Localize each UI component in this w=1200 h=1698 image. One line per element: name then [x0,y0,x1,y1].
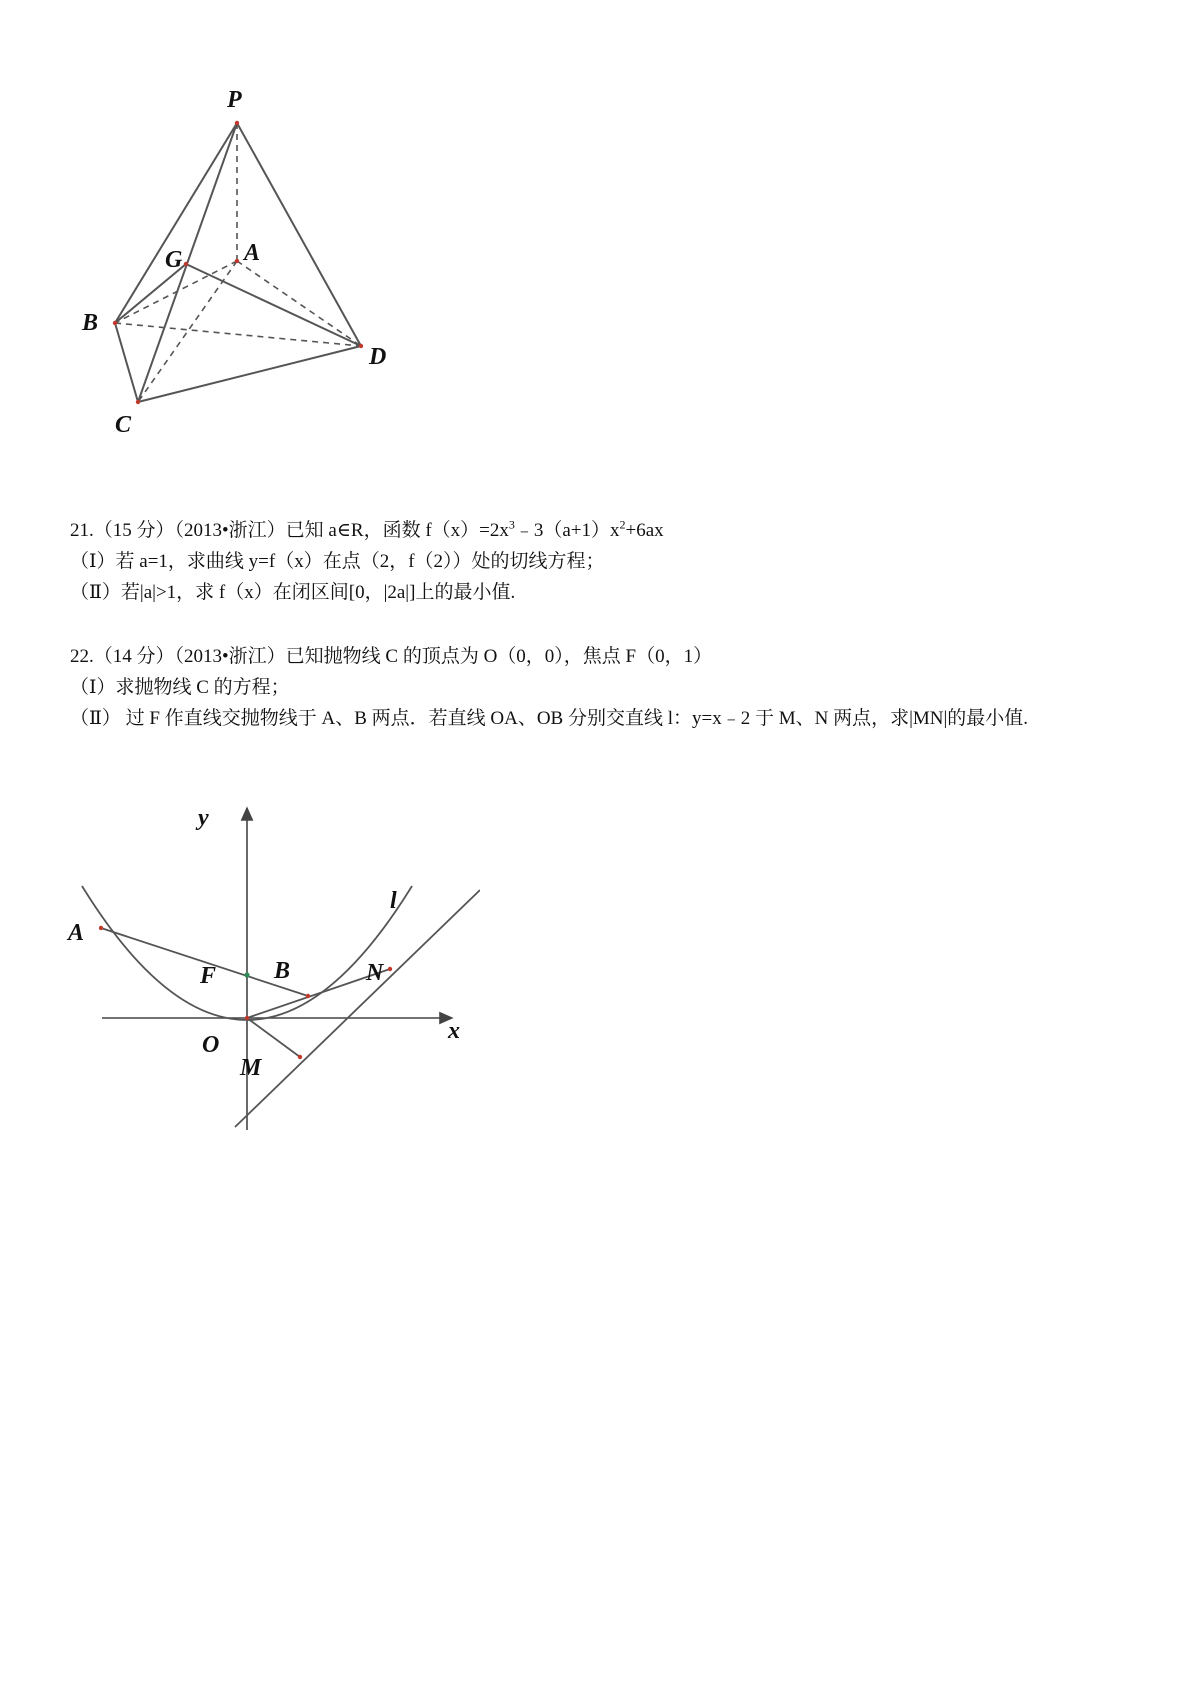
problem-22-stem-text: （14 分）（2013•浙江）已知抛物线 C 的顶点为 O（0，0），焦点 F（0，1） [93,646,713,667]
problem-22-part-2: （Ⅱ） 过 F 作直线交抛物线于 A、B 两点．若直线 OA、OB 分别交直线 l：y=x﹣2 于 M、N 两点，求|MN|的最小值. [70,708,1029,729]
problem-22-stem [70,641,1150,672]
axis-label-x: x [448,1018,460,1044]
line-OM [247,1018,300,1057]
point-A-dot [99,926,103,930]
point-label-A: A [68,920,85,946]
vertex-A-dot [235,259,239,263]
problem-22-part-1: （Ⅰ）求抛物线 C 的方程； [70,677,290,698]
line-label-l: l [390,888,397,914]
point-F-dot [244,972,249,977]
problem-21-suffix: +6ax [625,520,664,541]
problem-21-part-2: （Ⅱ）若|a|>1，求 f（x）在闭区间[0，|2a|]上的最小值. [70,582,516,603]
problem-21-prefix: （15 分）（2013•浙江）已知 a∈R，函数 f（x）=2x [93,520,509,541]
problem-22 [70,641,1150,734]
point-O-dot [245,1016,249,1020]
point-M-dot [298,1055,302,1059]
vertex-label-P: P [227,87,242,113]
point-label-N: N [366,960,384,986]
point-N-dot [388,967,392,971]
point-label-O: O [202,1032,220,1058]
vertex-G-dot [184,262,188,266]
point-B-dot [306,994,310,998]
pyramid-vertex-dots [113,121,363,404]
problem-21-exponent-2: 2 [619,517,626,532]
edge-GD [186,264,361,346]
edge-BC [115,323,138,402]
vertex-label-G: G [165,247,183,273]
problem-21-exponent-1: 3 [508,517,515,532]
edge-BD [115,323,361,346]
pyramid-figure [60,80,420,480]
vertex-C-dot [136,400,140,404]
vertex-P-dot [235,121,239,125]
point-label-B: B [274,958,291,984]
problem-21 [70,515,1150,608]
vertex-label-C: C [115,412,132,438]
problem-21-stem [70,515,1150,546]
vertex-D-dot [359,344,363,348]
parabola-figure [60,770,480,1140]
parabola-point-dots [99,926,392,1059]
problem-21-number: 21. [70,520,94,541]
vertex-label-A: A [244,240,261,266]
edge-PD [237,123,361,346]
parabola-diagram [60,770,480,1140]
point-label-M: M [240,1055,262,1081]
vertex-B-dot [113,321,117,325]
line-l [235,890,480,1127]
vertex-label-B: B [82,310,99,336]
vertex-label-D: D [369,344,387,370]
problem-22-number: 22. [70,646,94,667]
pyramid-diagram [60,80,420,480]
problem-21-middle: ﹣3（a+1）x [514,520,620,541]
problem-21-part-1: （Ⅰ）若 a=1，求曲线 y=f（x）在点（2，f（2））处的切线方程； [70,551,605,572]
point-label-F: F [200,963,217,989]
edge-AD [237,261,361,346]
axis-label-y: y [198,805,209,831]
